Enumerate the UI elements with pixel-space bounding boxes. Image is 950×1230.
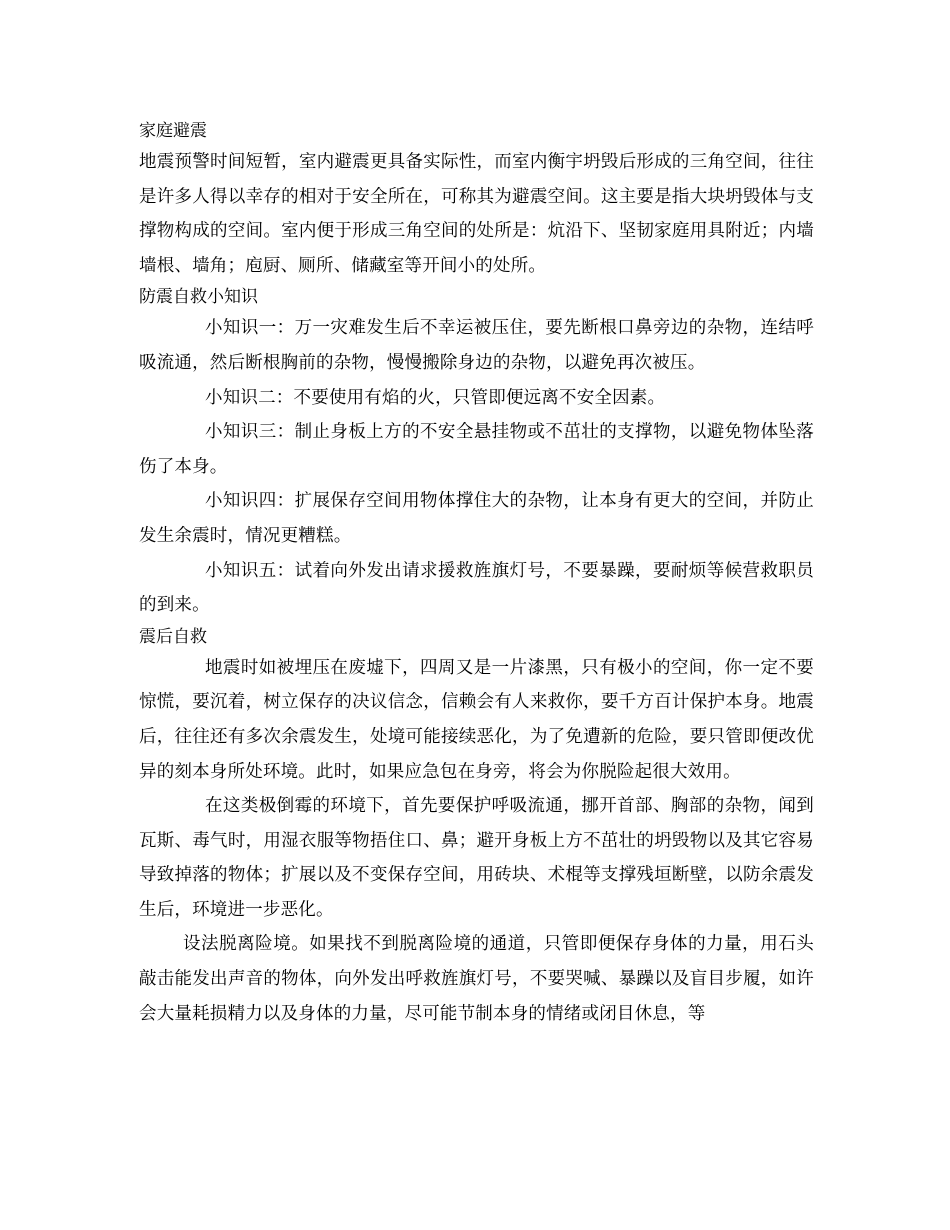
document-page	[139, 113, 814, 1031]
paragraph-tip-3: 小知识三：制止身板上方的不安全悬挂物或不茁壮的支撑物，以避免物体坠落伤了本身。	[139, 422, 814, 477]
paragraph-post-quake-1: 地震时如被埋压在废墟下，四周又是一片漆黑，只有极小的空间，你一定不要惊慌，要沉着，树立保存的决议信念，信赖会有人来救你，要千方百计保护本身。地震后，往往还有多次余震发生，处境可能接续恶化，为了免遭新的危险，要只管即便改优异的刻本身所处环境。此时，如果应急包在身旁，将会为你脱险起很大效用。	[139, 657, 814, 782]
paragraph-home-shelter: 地震预警时间短暂，室内避震更具备实际性，而室内衡宇坍毁后形成的三角空间，往往是许多人得以幸存的相对于安全所在，可称其为避震空间。这主要是指大块坍毁体与支撑物构成的空间。室内便于形成三角空间的处所是：炕沿下、坚韧家庭用具附近；内墙墙根、墙角；庖厨、厕所、储藏室等开间小的处所。	[139, 152, 814, 276]
paragraph-tip-5: 小知识五：试着向外发出请求援救旌旗灯号，不要暴躁，要耐烦等候营救职员的到来。	[139, 560, 814, 616]
section-title-post-quake-rescue: 震后自救	[139, 626, 207, 647]
paragraph-tip-2: 小知识二：不要使用有焰的火，只管即便远离不安全因素。	[205, 387, 666, 408]
section-title-self-rescue-tips: 防震自救小知识	[139, 287, 258, 308]
paragraph-post-quake-2: 在这类极倒霉的环境下，首先要保护呼吸流通，挪开首部、胸部的杂物，闻到瓦斯、毒气时，用湿衣服等物捂住口、鼻；避开身板上方不茁壮的坍毁物以及其它容易导致掉落的物体；扩展以及不变保存空间，用砖块、术棍等支撑残垣断壁，以防余震发生后，环境进一步恶化。	[139, 796, 814, 920]
paragraph-tip-1: 小知识一：万一灾难发生后不幸运被压住，要先断根口鼻旁边的杂物，连结呼吸流通，然后断根胸前的杂物，慢慢搬除身边的杂物，以避免再次被压。	[139, 318, 814, 373]
paragraph-tip-4: 小知识四：扩展保存空间用物体撑住大的杂物，让本身有更大的空间，并防止发生余震时，情况更糟糕。	[139, 491, 814, 546]
section-title-home-shelter: 家庭避震	[139, 121, 207, 141]
paragraph-post-quake-3: 设法脱离险境。如果找不到脱离险境的通道，只管即便保存身体的力量，用石头敲击能发出声音的物体，向外发出呼救旌旗灯号，不要哭喊、暴躁以及盲目步履，如许会大量耗损精力以及身体的力量，尽可能节制本身的情绪或闭目休息，等	[139, 934, 814, 1024]
